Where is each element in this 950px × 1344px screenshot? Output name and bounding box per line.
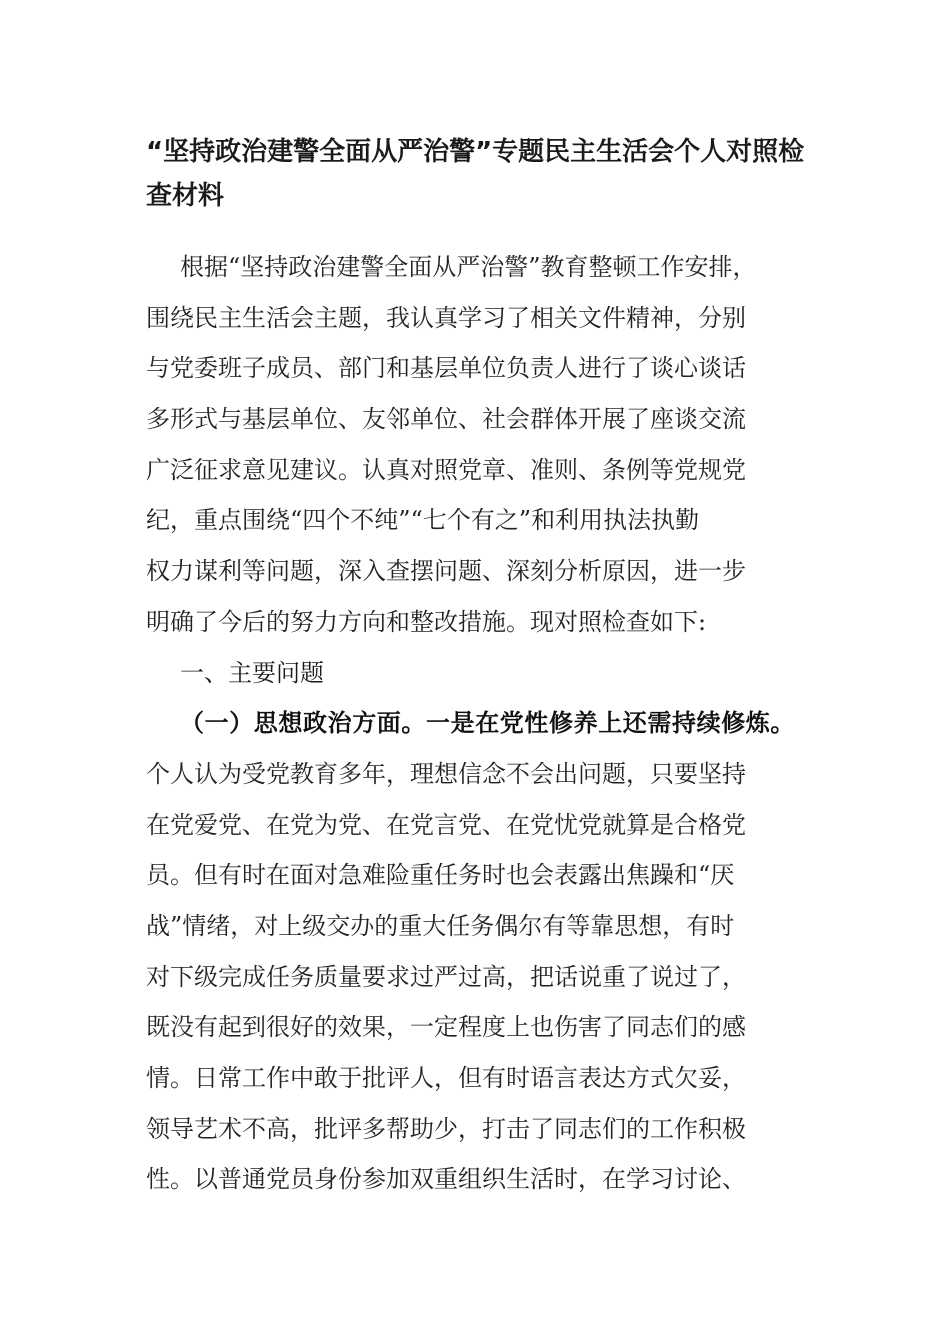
title-line: 查材料: [146, 181, 225, 211]
title-line: “坚持政治建警全面从严治警”专题民主生活会个人对照检: [146, 137, 805, 167]
document-body: [146, 242, 826, 1205]
body-paragraph-line: 对下级完成任务质量要求过严过高，把话说重了说过了，: [146, 962, 746, 991]
body-paragraph-line: 员。但有时在面对急难险重任务时也会表露出焦躁和“厌: [146, 861, 735, 890]
intro-paragraph-line: 根据“坚持政治建警全面从严治警”教育整顿工作安排，: [180, 253, 757, 281]
body-paragraph-line: 领导艺术不高，批评多帮助少，打击了同志们的工作积极: [146, 1114, 746, 1143]
body-paragraph-line: 情。日常工作中敢于批评人，但有时语言表达方式欠妥，: [146, 1064, 746, 1092]
intro-paragraph-line: 围绕民主生活会主题，我认真学习了相关文件精神，分别: [146, 303, 746, 332]
intro-paragraph-line: 权力谋利等问题，深入查摆问题、深刻分析原因，进一步: [146, 557, 746, 586]
body-paragraph-line: 在党爱党、在党为党、在党言党、在党忧党就算是合格党: [146, 810, 746, 839]
body-paragraph-line: 既没有起到很好的效果，一定程度上也伤害了同志们的感: [146, 1013, 746, 1042]
body-paragraph-line: 个人认为受党教育多年，理想信念不会出问题，只要坚持: [146, 759, 746, 788]
subsection-heading: （一）思想政治方面。一是在党性修养上还需持续修炼。: [180, 709, 795, 738]
section-heading: 一、主要问题: [180, 658, 324, 687]
body-paragraph-line: 性。以普通党员身份参加双重组织生活时，在学习讨论、: [146, 1165, 746, 1194]
body-paragraph-line: 战”情绪，对上级交办的重大任务偶尔有等靠思想，有时: [146, 911, 735, 940]
intro-paragraph-line: 纪，重点围绕“四个不纯”“七个有之”和利用执法执勤: [146, 506, 700, 535]
intro-paragraph-line: 多形式与基层单位、友邻单位、社会群体开展了座谈交流: [146, 405, 746, 434]
intro-paragraph-line: 与党委班子成员、部门和基层单位负责人进行了谈心谈话: [146, 354, 746, 383]
document-title: [146, 130, 816, 218]
intro-paragraph-line: 广泛征求意见建议。认真对照党章、准则、条例等党规党: [146, 455, 746, 484]
intro-paragraph-line: 明确了今后的努力方向和整改措施。现对照检查如下:: [146, 607, 707, 636]
